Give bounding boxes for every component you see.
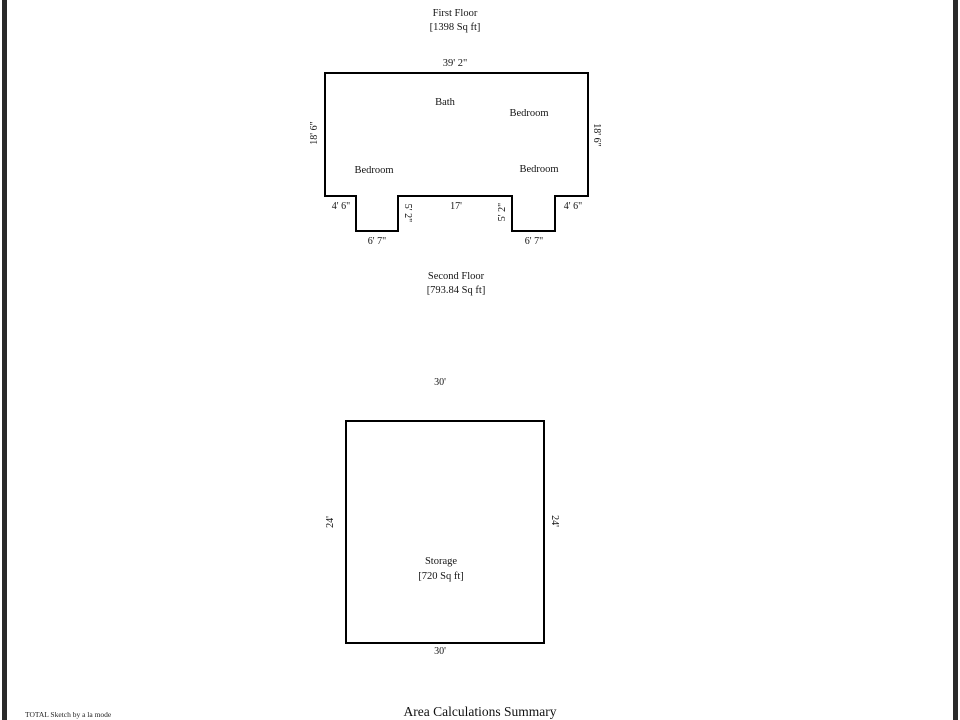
- dim-right-18-6: 18' 6": [591, 123, 602, 147]
- room-label-bedroom-left: Bedroom: [354, 164, 394, 176]
- dim-notch-left-6-7: 6' 7": [367, 236, 387, 247]
- dim-storage-left-24: 24': [325, 516, 336, 528]
- dim-inner-right-5-2: 5' 2": [497, 202, 508, 222]
- dim-bottom-center-17: 17': [450, 201, 462, 212]
- page-edge-right: [953, 0, 958, 720]
- first-floor-area: [1398 Sq ft]: [429, 21, 481, 33]
- second-floor-area: [793.84 Sq ft]: [426, 284, 486, 296]
- dim-bottom-right-4-6: 4' 6": [563, 201, 583, 212]
- dim-notch-right-6-7: 6' 7": [524, 236, 544, 247]
- dim-storage-bottom-30: 30': [434, 646, 446, 657]
- page-edge-left: [2, 0, 7, 720]
- dim-inner-left-5-2: 5' 2": [402, 203, 413, 223]
- room-label-bedroom-top: Bedroom: [509, 107, 549, 119]
- storage-area: [720 Sq ft]: [418, 570, 464, 582]
- footer-branding: TOTAL Sketch by a la mode: [25, 710, 112, 719]
- storage-outline: [345, 420, 545, 644]
- dim-storage-right-24: 24': [549, 515, 560, 527]
- second-floor-title: Second Floor: [427, 270, 485, 282]
- dim-storage-top-30: 30': [434, 377, 446, 388]
- area-calculations-title: Area Calculations Summary: [403, 704, 557, 719]
- dim-top-39-2: 39' 2": [442, 57, 468, 69]
- first-floor-title: First Floor: [432, 7, 478, 19]
- room-label-bedroom-right: Bedroom: [519, 163, 559, 175]
- room-label-bath: Bath: [435, 96, 455, 108]
- storage-label: Storage: [424, 555, 458, 567]
- dim-bottom-left-4-6: 4' 6": [331, 201, 351, 212]
- dim-left-18-6: 18' 6": [309, 121, 320, 145]
